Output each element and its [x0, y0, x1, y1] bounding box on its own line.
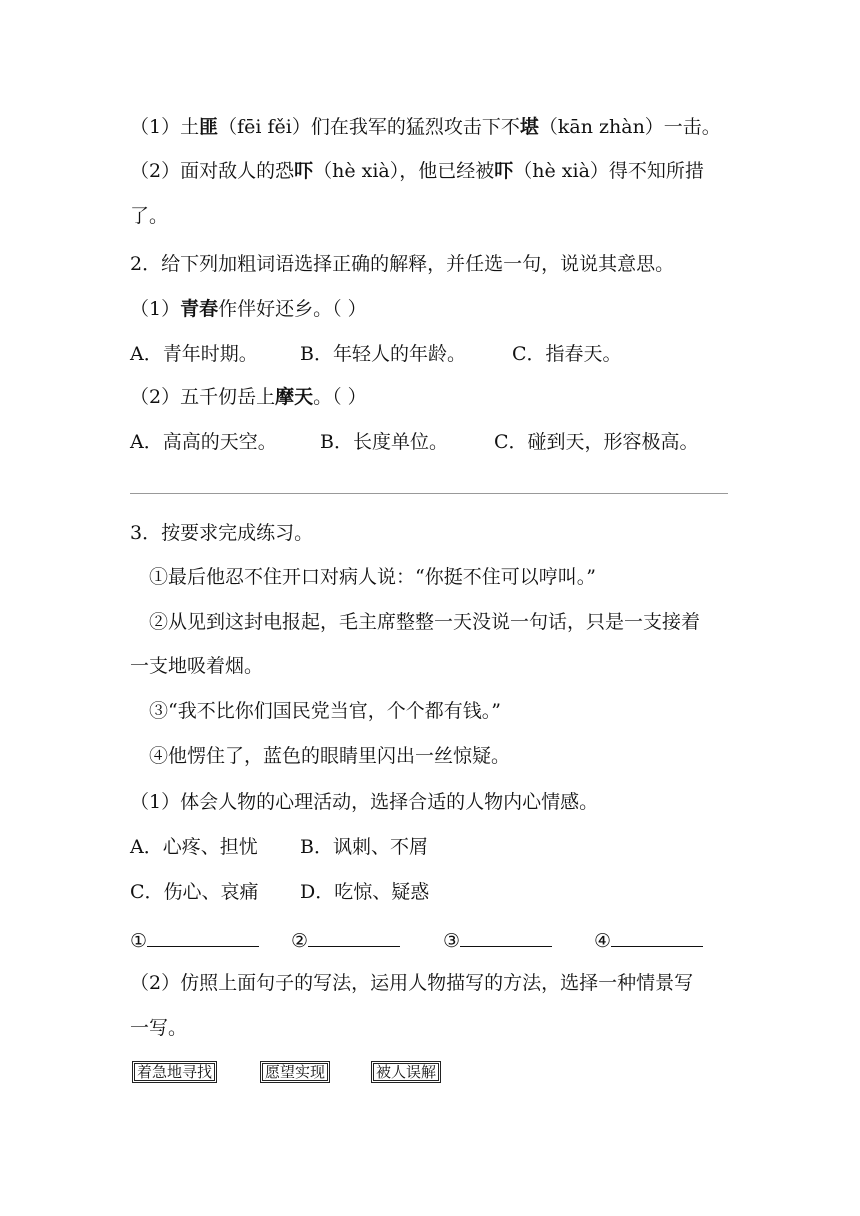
bold-char: 堪 [519, 116, 539, 138]
q3-option-b: B．讽刺、不屑 [300, 836, 428, 858]
option-a: A．高高的天空。 [130, 431, 277, 453]
answer-blank-1[interactable] [130, 926, 259, 954]
sentence-4: ④他愣住了，蓝色的眼睛里闪出一丝惊疑。 [149, 745, 511, 767]
line-q1-1 [130, 114, 721, 140]
blank-label: ② [291, 930, 309, 952]
blank-label: ③ [443, 930, 461, 952]
sentence-3: ③“我不比你们国民党当官，个个都有钱。” [149, 700, 501, 722]
sentence-2b: 一支地吸着烟。 [130, 655, 264, 677]
line-q1-2 [130, 158, 704, 184]
blank-line [460, 926, 552, 947]
answer-blank-2[interactable] [291, 926, 400, 954]
scene-box-1: 着急地寻找 [132, 1061, 217, 1083]
q3-option-d: D．吃惊、疑惑 [300, 881, 430, 903]
option-c: C．碰到天，形容极高。 [494, 431, 699, 453]
bold-char: 吓 [494, 160, 514, 182]
sentence-1: ①最后他忍不住开口对病人说：“你挺不住可以哼叫。” [149, 566, 596, 588]
bold-word: 摩天 [275, 386, 314, 408]
text: （fēi fěi）们在我军的猛烈攻击下不 [218, 116, 520, 138]
blank-line [147, 926, 259, 947]
text: （1）土 [130, 116, 200, 138]
text: 作伴好还乡。（ ） [218, 298, 367, 320]
text: （2）五千仞岳上 [130, 386, 276, 408]
option-a: A．青年时期。 [130, 343, 258, 365]
text: （hè xià）得不知所措 [513, 160, 704, 182]
q2-item-2 [130, 384, 367, 410]
blank-line [308, 926, 400, 947]
text: （hè xià），他已经被 [313, 160, 495, 182]
q3-part-2b: 一写。 [130, 1017, 188, 1039]
q3-part-2a: （2）仿照上面句子的写法，运用人物描写的方法，选择一种情景写 [130, 972, 694, 994]
text: （2）面对敌人的恐 [130, 160, 295, 182]
text: （1） [130, 298, 181, 320]
blank-line [611, 926, 703, 947]
blank-label: ① [130, 930, 148, 952]
bold-word: 青春 [180, 298, 219, 320]
q3-option-a: A．心疼、担忧 [130, 836, 258, 858]
option-b: B．年轻人的年龄。 [300, 343, 466, 365]
q2-item-1 [130, 296, 367, 322]
bold-char: 吓 [294, 160, 314, 182]
line-q1-3: 了。 [130, 205, 169, 227]
text: （kān zhàn）一击。 [538, 116, 721, 138]
q3-option-c: C．伤心、哀痛 [130, 881, 259, 903]
option-b: B．长度单位。 [320, 431, 448, 453]
question-3-title: 3．按要求完成练习。 [130, 522, 314, 544]
divider [130, 493, 728, 494]
sentence-2a: ②从见到这封电报起，毛主席整整一天没说一句话，只是一支接着 [149, 611, 701, 633]
scene-box-3: 被人误解 [371, 1061, 441, 1083]
scene-box-2: 愿望实现 [260, 1061, 330, 1083]
answer-blank-3[interactable] [443, 926, 552, 954]
answer-blank-4[interactable] [594, 926, 703, 954]
bold-char: 匪 [199, 116, 219, 138]
option-c: C．指春天。 [512, 343, 622, 365]
blank-label: ④ [594, 930, 612, 952]
text: 。（ ） [313, 386, 367, 408]
q3-part-1: （1）体会人物的心理活动，选择合适的人物内心情感。 [130, 791, 599, 813]
question-2-title: 2．给下列加粗词语选择正确的解释，并任选一句，说说其意思。 [130, 253, 675, 275]
